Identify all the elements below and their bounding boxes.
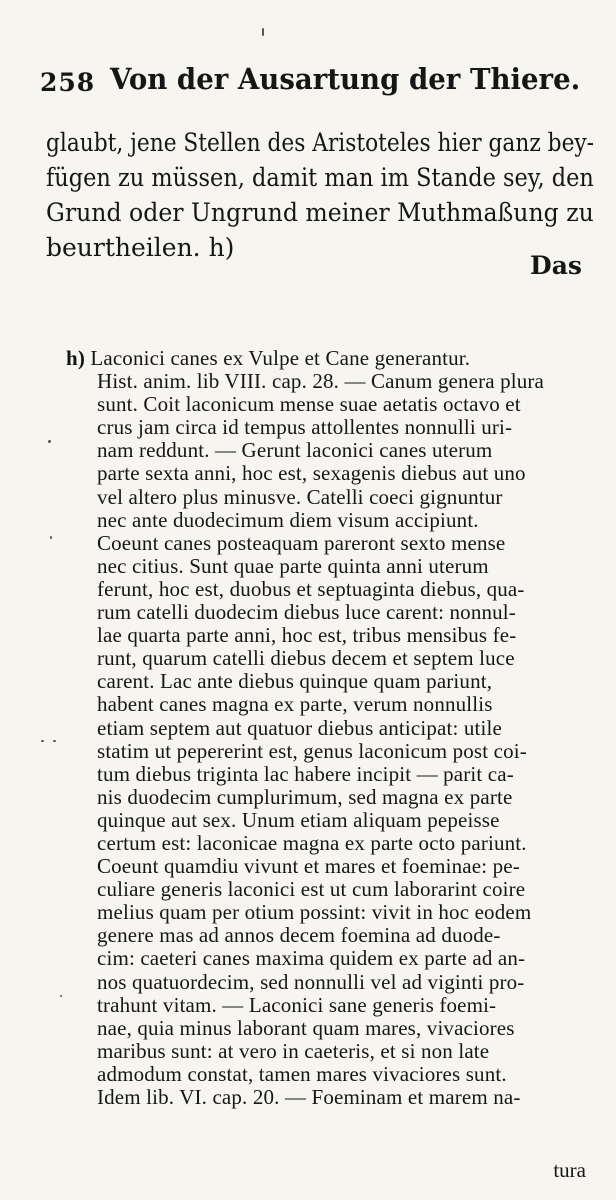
main-text-line: Grund oder Ungrund meiner Muthmaßung zu	[46, 198, 594, 227]
footnote-line: parte sexta anni, hoc est, sexagenis diebus aut uno	[97, 461, 526, 486]
catchword: Das	[530, 251, 582, 280]
footnote-line: Coeunt quamdiu vivunt et mares et foeminae: pe-	[97, 854, 520, 879]
footnote-line: nis duodecim cumplurimum, sed magna ex parte	[97, 784, 513, 809]
footnote-line: quinque aut sex. Unum etiam aliquam pepeisse	[97, 807, 500, 832]
page-header	[40, 58, 580, 98]
footnote-line: certum est: laconicae magna ex parte octo pariunt.	[97, 830, 527, 855]
footnote-line: statim ut pepererint est, genus laconicum post coi-	[97, 738, 527, 763]
footnote-line: Coeunt canes posteaquam pareront sexto mense	[97, 530, 506, 555]
main-text-line: glaubt, jene Stellen des Aristoteles hier ganz bey-	[46, 128, 595, 157]
margin-speck	[48, 440, 51, 443]
footnote-catchword: tura	[553, 1158, 586, 1182]
footnote-line: Idem lib. VI. cap. 20. — Foeminam et marem na-	[97, 1085, 521, 1109]
footnote-line: admodum constat, tamen mares vivaciores sunt.	[97, 1061, 507, 1086]
footnote-line: trahunt vitam. — Laconici sane generis foemi-	[97, 992, 497, 1017]
footnote-line: maribus sunt: at vero in caeteris, et si non late	[97, 1038, 490, 1063]
footnote-line: habent canes magna ex parte, verum nonnullis	[97, 692, 493, 717]
footnote-line: vel altero plus minusve. Catelli coeci gignuntur	[97, 484, 503, 509]
footnote-line-text: Laconici canes ex Vulpe et Cane generantur.	[90, 346, 471, 370]
footnote-line: tum diebus triginta lac habere incipit — parit ca-	[97, 761, 514, 786]
footnote-line: nam reddunt. — Gerunt laconici canes uterum	[97, 438, 493, 463]
footnote-line	[66, 347, 598, 370]
footnote-line: runt, quarum catelli diebus decem et septem luce	[97, 646, 515, 671]
footnote-line: culiare generis laconici est ut cum laborarint coire	[97, 877, 526, 902]
footnote-line: etiam septem aut quatuor diebus anticipat: utile	[97, 715, 502, 740]
margin-speck	[50, 536, 52, 539]
footnote-line: lae quarta parte anni, hoc est, tribus mensibus fe-	[97, 623, 517, 648]
footnote-line: nec ante duodecimum diem visum accipiunt.	[97, 507, 479, 532]
footnote-line: carent. Lac ante diebus quinque quam pariunt,	[97, 669, 493, 694]
footnote-line: genere mas ad annos decem foemina ad duode-	[97, 923, 501, 948]
margin-speck	[53, 740, 56, 742]
footnote-line: rum catelli duodecim diebus luce carent: nonnul-	[97, 600, 516, 625]
footnote-line: cim: caeteri canes maxima quidem ex parte ad an-	[97, 946, 526, 971]
main-text-line: fügen zu müssen, damit man im Stande sey, den	[46, 163, 594, 192]
footnote-line: Hist. anim. lib VIII. cap. 28. — Canum genera plura	[97, 369, 544, 394]
footnote-line: nec citius. Sunt quae parte quinta anni uterum	[97, 553, 489, 578]
margin-speck	[262, 28, 264, 36]
main-text	[46, 125, 594, 265]
margin-speck	[60, 995, 62, 997]
footnote-line: melius quam per otium possint: vivit in hoc eodem	[97, 900, 532, 925]
footnote-line: crus jam circa id tempus attollentes nonnulli uri-	[97, 415, 513, 440]
footnote-line: sunt. Coit laconicum mense suae aetatis octavo et	[97, 392, 521, 417]
margin-speck	[41, 740, 44, 742]
footnote-line: ferunt, hoc est, duobus et septuaginta diebus, qua-	[97, 576, 525, 601]
footnote-line: nae, quia minus laborant quam mares, vivaciores	[97, 1015, 515, 1040]
main-text-line: beurtheilen. h)	[46, 233, 235, 262]
footnote-line: nos quatuordecim, sed nonnulli vel ad viginti pro-	[97, 969, 525, 994]
running-head: Von der Ausartung der Thiere.	[110, 62, 581, 96]
footnote	[66, 347, 598, 1109]
footnote-marker: h)	[66, 346, 85, 370]
page-number: 258	[40, 68, 96, 97]
